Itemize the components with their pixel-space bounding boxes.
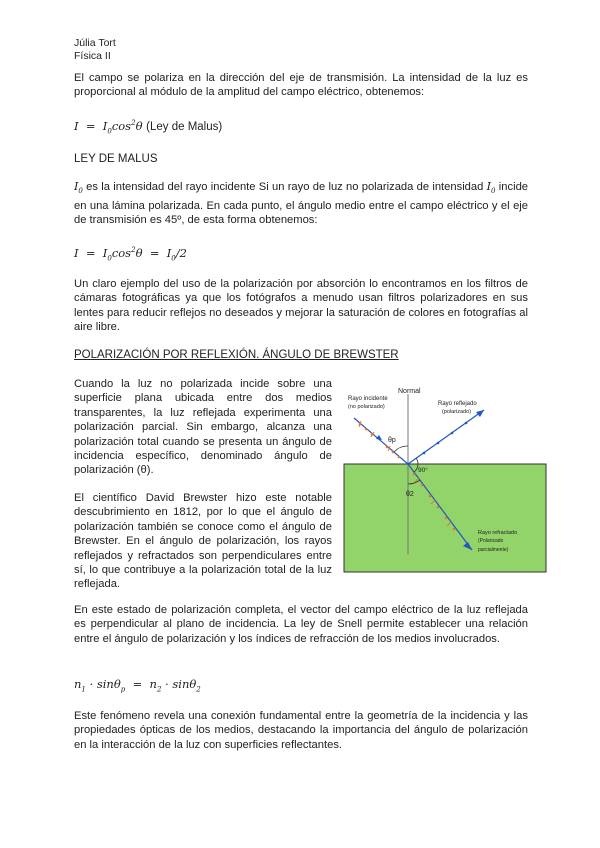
refracted-label-2: (Polarizado: [478, 538, 504, 544]
right-angle-label: 90°: [418, 467, 428, 474]
paragraph-intensity-b: incide en una lámina polarizada. En cada punto, el ángulo medio entre el campo eléctrico y el eje de transmisión es 45º, de esta forma obtenemos:: [74, 181, 529, 227]
paragraph-intensity: $I_0$ es la intensidad del rayo incidente Si un rayo de luz no polarizada de intensidad $I_0$ incide en una lámina polarizada. En cada punto, el ángulo medio entre el campo eléctrico y el eje de transmisión es 45º, de esta forma obtenemos:: [74, 180, 529, 227]
paragraph-intensity-a: es la intensidad del rayo incidente Si un rayo de luz no polarizada de intensidad: [86, 181, 484, 193]
brewster-diagram: [342, 384, 552, 574]
equation-snell: $n_1 \cdot \sin\theta_p = n_2 \cdot \sin\theta_2$: [74, 677, 201, 694]
equation-note: (Ley de Malus): [146, 121, 223, 133]
theta-p-arc: [394, 446, 408, 452]
reflected-label-1: Rayo reflejado: [438, 401, 477, 407]
equation-half-intensity: $I = I_0\cos^2\theta = I_0/2$: [74, 246, 187, 263]
equation-malus: $I = I_0\cos^2\theta$ (Ley de Malus): [74, 119, 223, 136]
theta-2-label: θ2: [406, 491, 414, 498]
incident-label-2: (no polarizado): [348, 404, 385, 410]
section-brewster-title: POLARIZACIÓN POR REFLEXIÓN. ÁNGULO DE BREWSTER: [74, 349, 399, 361]
refracted-label-1: Rayo refractado: [478, 530, 518, 536]
paragraph-reflection: Cuando la luz no polarizada incide sobre una superficie plana ubicada entre dos medios transparentes, la luz reflejada experimenta una polarización parcial. Sin embargo, alcanza una polarización total cuando se presenta un ángulo de incidencia específico, denominado ángulo de polarización (θ).: [74, 378, 332, 477]
course-name: Física II: [74, 50, 111, 62]
paragraph-conclusion: Este fenómeno revela una conexión fundamental entre la geometría de la incidencia y las propiedades ópticas de los medios, destacando la importancia del ángulo de polarización en la interacción de la luz con superficies reflectantes.: [74, 710, 528, 751]
section-malus-title: LEY DE MALUS: [74, 153, 158, 165]
reflected-ray: [408, 410, 484, 464]
author-name: Júlia Tort: [74, 37, 116, 49]
paragraph-snell: En este estado de polarización completa, el vector del campo eléctrico de la luz reflejada es perpendicular al plano de incidencia. La ley de Snell permite establecer una relación entre el ángulo de polarización y los índices de refracción de los medios involucrados.: [74, 604, 528, 645]
paragraph-brewster: El científico David Brewster hizo este notable descubrimiento en 1812, por lo que el ángulo de polarización también se conoce como el ángulo de Brewster. En el ángulo de polarización, los rayos reflejados y refractados son perpendiculares entre sí, lo que contribuye a la polarización total de la luz reflejada.: [74, 492, 332, 591]
theta-p-label: θp: [388, 437, 396, 444]
paragraph-intro: El campo se polariza en la dirección del eje de transmisión. La intensidad de la luz es proporcional al módulo de la amplitud del campo eléctrico, obtenemos:: [74, 72, 528, 99]
incident-label-1: Rayo incidente: [348, 396, 388, 402]
reflected-label-2: (polarizado): [442, 409, 472, 415]
paragraph-camera-filters: Un claro ejemplo del uso de la polarización por absorción lo encontramos en los filtros de cámaras fotográficas ya que los fotógrafos a menudo usan filtros polarizadores en sus lentes para reducir reflejos no deseados y mejorar la saturación de colores en fotografías al aire libre.: [74, 278, 528, 334]
reflected-arrow-icon: [476, 410, 484, 417]
refracted-label-3: parcialmente): [478, 547, 509, 553]
normal-label: Normal: [398, 388, 421, 395]
